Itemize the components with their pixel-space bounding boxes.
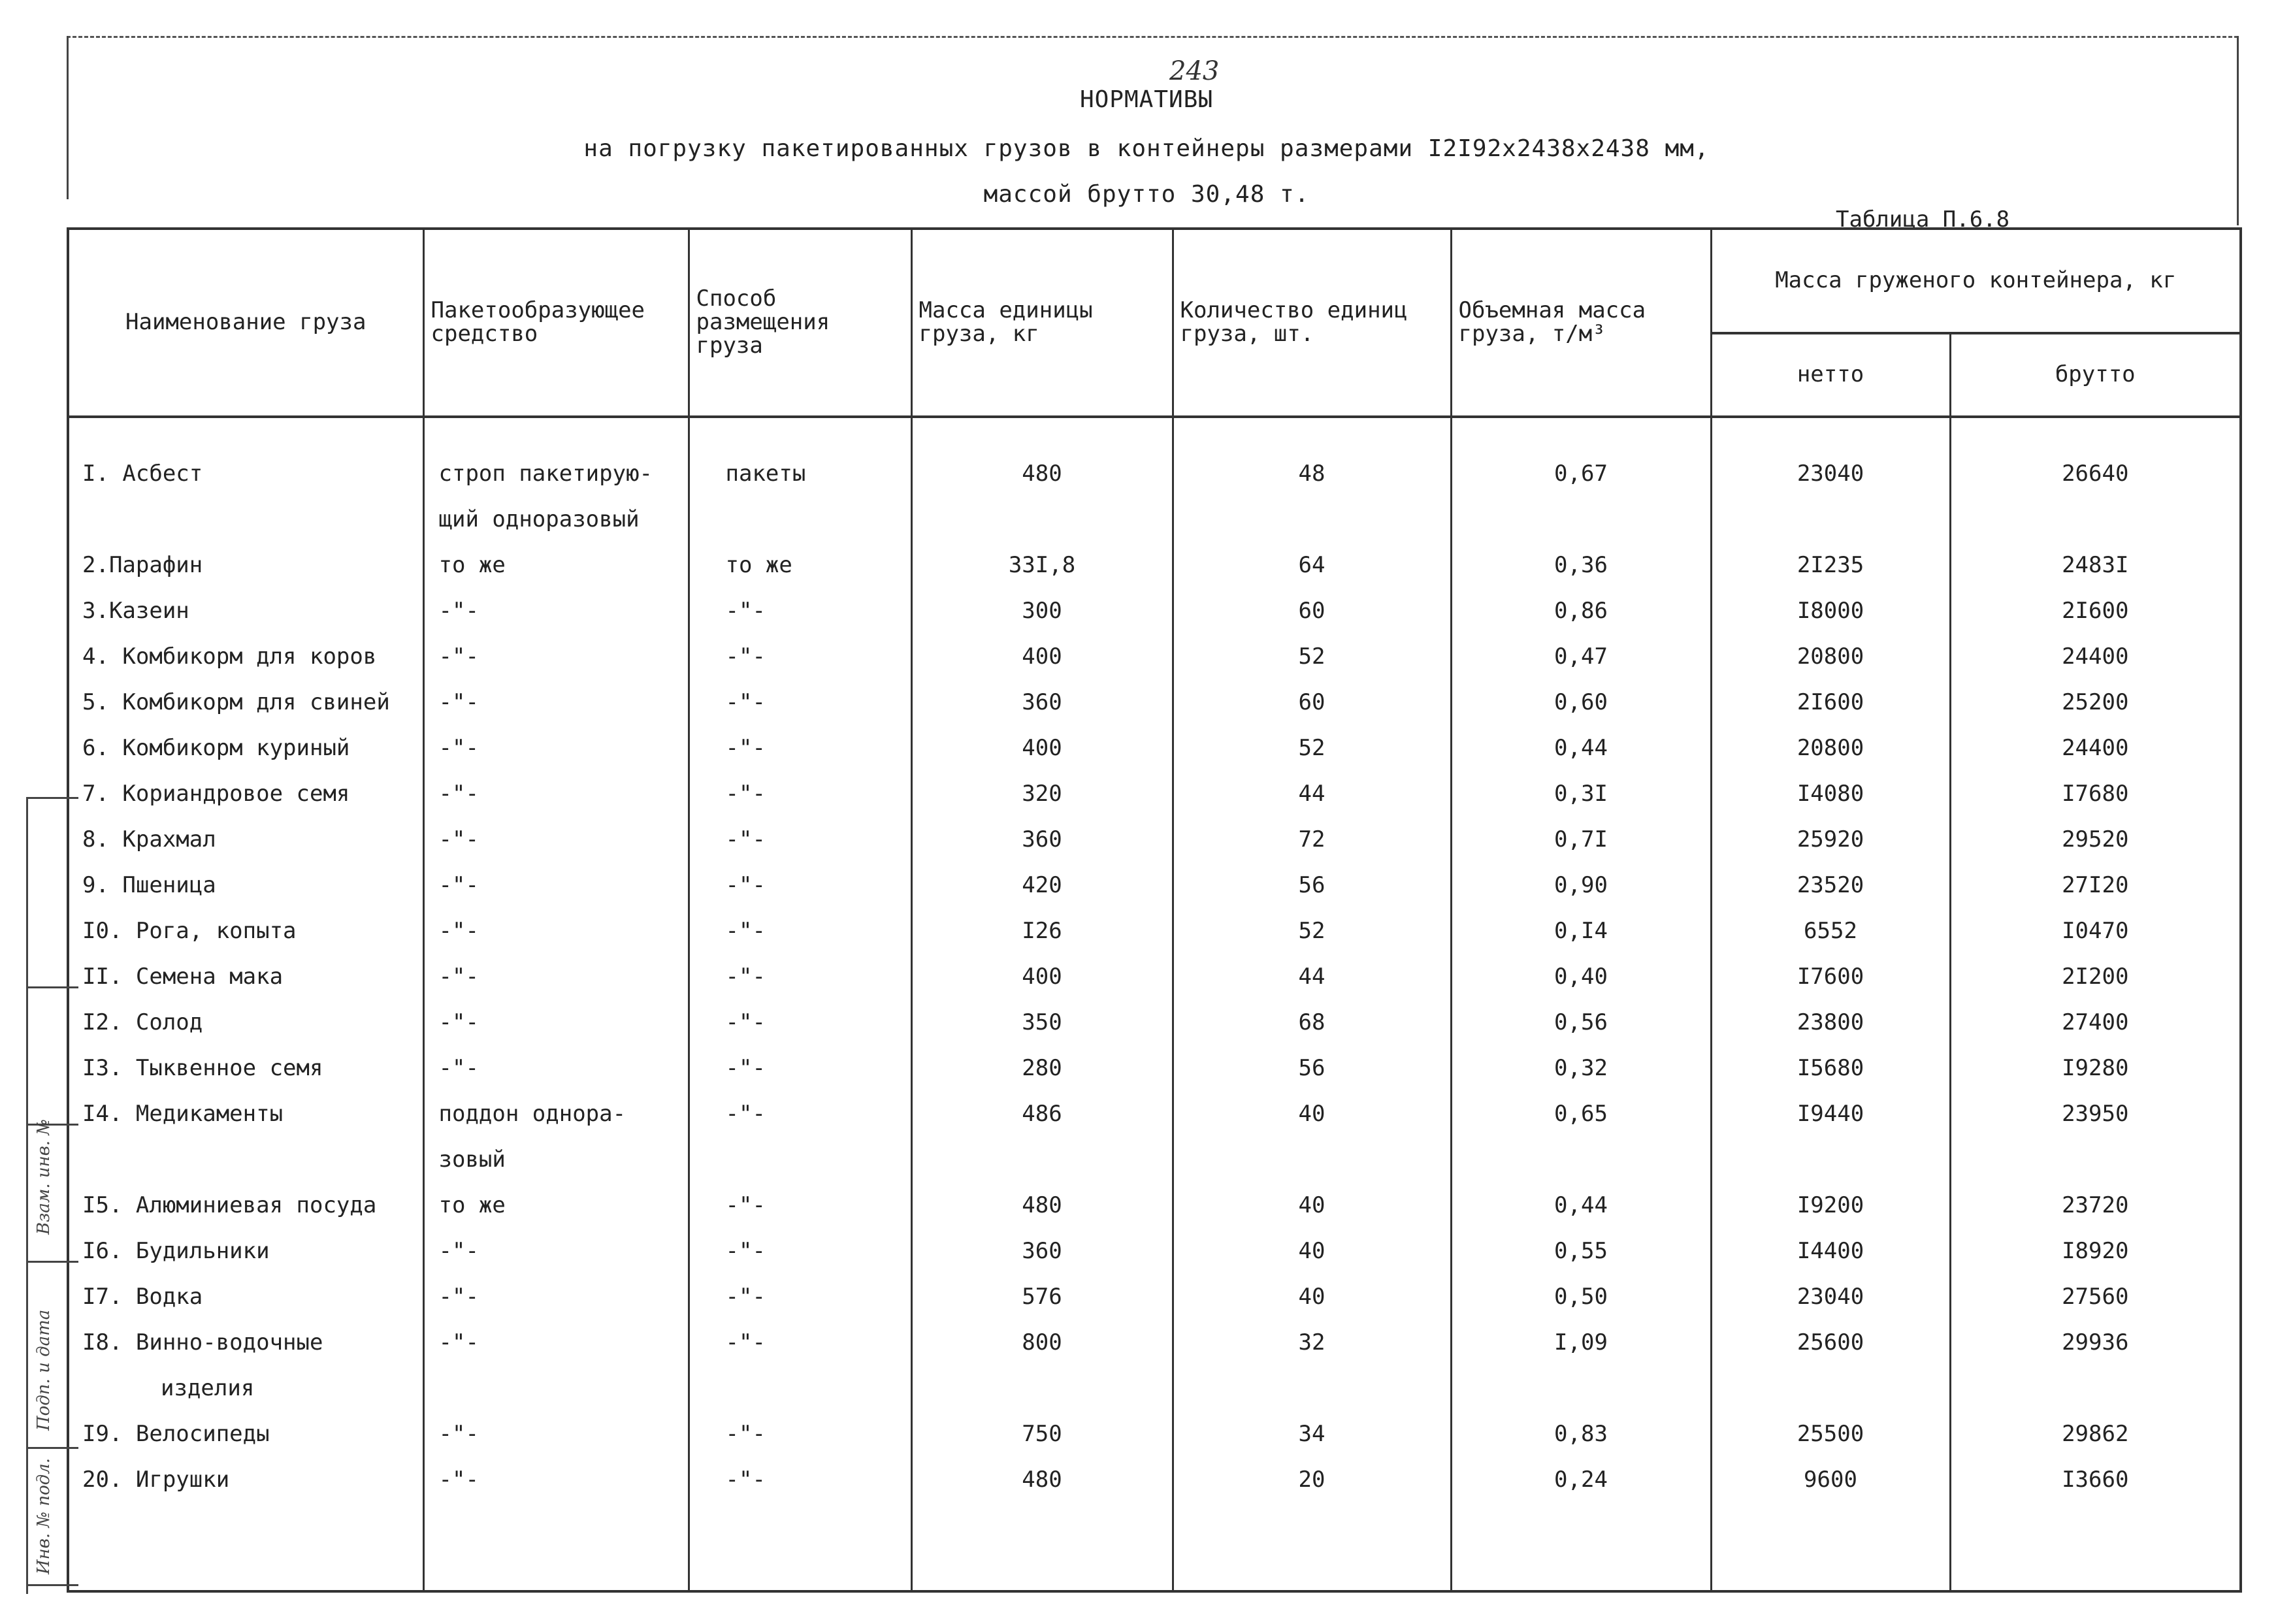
unit-mass: 350 (911, 999, 1173, 1045)
packaging-means: то же (423, 542, 689, 588)
placement-method: -"- (689, 1457, 911, 1502)
bulk-density: 0,90 (1451, 862, 1711, 908)
mass-brutto: 23950 (1950, 1091, 2241, 1137)
mass-netto: 25600 (1711, 1320, 1950, 1365)
stamp-divider (26, 986, 78, 988)
stamp-divider (26, 1584, 78, 1586)
unit-mass: 486 (911, 1091, 1173, 1137)
mass-brutto: 27560 (1950, 1274, 2241, 1320)
unit-count: 52 (1173, 725, 1451, 771)
header-brutto: брутто (1950, 333, 2241, 417)
cargo-name: I8. Винно-водочные (68, 1320, 423, 1365)
mass-netto: 2I600 (1711, 679, 1950, 725)
table-row (68, 542, 2241, 588)
stamp-text: Подп. и дата (34, 1309, 54, 1431)
unit-count: 72 (1173, 817, 1451, 862)
mass-brutto: 2I200 (1950, 954, 2241, 999)
mass-brutto: 27400 (1950, 999, 2241, 1045)
mass-brutto: 24400 (1950, 725, 2241, 771)
placement-method: -"- (689, 679, 911, 725)
unit-count: 32 (1173, 1320, 1451, 1365)
bulk-density: 0,50 (1451, 1274, 1711, 1320)
mass-brutto: 29520 (1950, 817, 2241, 862)
packaging-means-continued: щий одноразовый (423, 496, 689, 542)
cargo-name: I. Асбест (68, 417, 423, 496)
cargo-name-line2: изделия (161, 1375, 255, 1401)
mass-brutto: 2I600 (1950, 588, 2241, 634)
bulk-density: 0,3I (1451, 771, 1711, 817)
packaging-means: -"- (423, 725, 689, 771)
stamp-text: Взам. инв. № (34, 1118, 54, 1235)
bulk-density: 0,55 (1451, 1228, 1711, 1274)
mass-brutto: I3660 (1950, 1457, 2241, 1502)
unit-mass: 400 (911, 954, 1173, 999)
mass-brutto: 23720 (1950, 1182, 2241, 1228)
empty-cell (1173, 496, 1451, 542)
table-body (68, 417, 2241, 1591)
mass-netto: 23800 (1711, 999, 1950, 1045)
empty-cell (1711, 496, 1950, 542)
mass-netto: 25500 (1711, 1411, 1950, 1457)
packaging-means: -"- (423, 908, 689, 954)
cargo-name-continued (68, 1365, 423, 1411)
stamp-strip-border (26, 797, 28, 1594)
bulk-density: 0,56 (1451, 999, 1711, 1045)
mass-netto: I9200 (1711, 1182, 1950, 1228)
unit-mass: 480 (911, 417, 1173, 496)
packaging-means: поддон однора- (423, 1091, 689, 1137)
bulk-density: I,09 (1451, 1320, 1711, 1365)
cargo-name: I4. Медикаменты (68, 1091, 423, 1137)
placement-method: -"- (689, 725, 911, 771)
bulk-density: 0,47 (1451, 634, 1711, 679)
table-row (68, 1045, 2241, 1091)
empty-cell (689, 1365, 911, 1411)
bulk-density: 0,86 (1451, 588, 1711, 634)
mass-netto: I4400 (1711, 1228, 1950, 1274)
empty-cell (68, 1502, 423, 1591)
cargo-name: I3. Тыквенное семя (68, 1045, 423, 1091)
unit-mass: 360 (911, 679, 1173, 725)
frame-left-line (67, 36, 69, 199)
unit-mass: 33I,8 (911, 542, 1173, 588)
mass-brutto: 29936 (1950, 1320, 2241, 1365)
placement-method: то же (689, 542, 911, 588)
placement-method: -"- (689, 1274, 911, 1320)
header-density: Объемная масса груза, т/м³ (1451, 229, 1711, 417)
unit-count: 52 (1173, 908, 1451, 954)
unit-mass: I26 (911, 908, 1173, 954)
packaging-means: -"- (423, 634, 689, 679)
mass-brutto: I8920 (1950, 1228, 2241, 1274)
document-title: НОРМАТИВЫ (1079, 86, 1214, 113)
placement-method: -"- (689, 817, 911, 862)
cargo-name: 7. Кориандровое семя (68, 771, 423, 817)
document-subtitle: на погрузку пакетированных грузов в контейнеры размерами I2I92x2438x2438 мм, (583, 135, 1710, 162)
cargo-name: I5. Алюминиевая посуда (68, 1182, 423, 1228)
table-row (68, 1320, 2241, 1365)
empty-cell (689, 1137, 911, 1182)
document-subtitle-mass: массой брутто 30,48 т. (983, 181, 1310, 208)
table-row (68, 1228, 2241, 1274)
unit-mass: 360 (911, 817, 1173, 862)
table-row (68, 1411, 2241, 1457)
bulk-density: 0,32 (1451, 1045, 1711, 1091)
cargo-name: I9. Велосипеды (68, 1411, 423, 1457)
mass-brutto: I0470 (1950, 908, 2241, 954)
empty-cell (423, 1502, 689, 1591)
empty-cell (911, 1137, 1173, 1182)
mass-netto: 20800 (1711, 634, 1950, 679)
cargo-name: I7. Водка (68, 1274, 423, 1320)
table-row (68, 954, 2241, 999)
empty-cell (1950, 1137, 2241, 1182)
unit-count: 56 (1173, 1045, 1451, 1091)
mass-netto: 2I235 (1711, 542, 1950, 588)
unit-count: 64 (1173, 542, 1451, 588)
mass-brutto: I9280 (1950, 1045, 2241, 1091)
empty-cell (1173, 1502, 1451, 1591)
mass-netto: 6552 (1711, 908, 1950, 954)
table-row (68, 1091, 2241, 1137)
unit-mass: 480 (911, 1457, 1173, 1502)
unit-count: 60 (1173, 679, 1451, 725)
header-method: Способ размещения груза (689, 229, 911, 417)
packaging-means: -"- (423, 679, 689, 725)
mass-netto: I9440 (1711, 1091, 1950, 1137)
placement-method: -"- (689, 908, 911, 954)
placement-method: -"- (689, 771, 911, 817)
mass-netto: I7600 (1711, 954, 1950, 999)
unit-mass: 280 (911, 1045, 1173, 1091)
packaging-means: -"- (423, 771, 689, 817)
stamp-divider (26, 797, 78, 799)
unit-mass: 800 (911, 1320, 1173, 1365)
placement-method: -"- (689, 862, 911, 908)
empty-cell (1451, 1502, 1711, 1591)
mass-netto: 23040 (1711, 1274, 1950, 1320)
unit-mass: 400 (911, 725, 1173, 771)
unit-count: 48 (1173, 417, 1451, 496)
unit-count: 60 (1173, 588, 1451, 634)
unit-mass: 750 (911, 1411, 1173, 1457)
mass-netto: I4080 (1711, 771, 1950, 817)
unit-mass: 576 (911, 1274, 1173, 1320)
packaging-means: -"- (423, 1228, 689, 1274)
empty-cell (689, 496, 911, 542)
bulk-density: 0,83 (1451, 1411, 1711, 1457)
unit-mass: 300 (911, 588, 1173, 634)
packaging-means-continued (423, 1365, 689, 1411)
mass-brutto: 2483I (1950, 542, 2241, 588)
empty-cell (1173, 1365, 1451, 1411)
packaging-means-continued: зовый (423, 1137, 689, 1182)
mass-netto: 23040 (1711, 417, 1950, 496)
unit-count: 52 (1173, 634, 1451, 679)
header-pack: Пакетообразующее средство (423, 229, 689, 417)
unit-count: 40 (1173, 1182, 1451, 1228)
stamp-divider (26, 1261, 78, 1263)
bulk-density: 0,44 (1451, 725, 1711, 771)
empty-cell (1711, 1365, 1950, 1411)
placement-method: -"- (689, 1045, 911, 1091)
empty-cell (1950, 496, 2241, 542)
unit-count: 40 (1173, 1274, 1451, 1320)
mass-netto: 20800 (1711, 725, 1950, 771)
bulk-density: 0,I4 (1451, 908, 1711, 954)
cargo-name: 5. Комбикорм для свиней (68, 679, 423, 725)
packaging-means: -"- (423, 817, 689, 862)
empty-cell (911, 496, 1173, 542)
table-row (68, 679, 2241, 725)
norms-table (67, 227, 2242, 1593)
packaging-means: -"- (423, 1457, 689, 1502)
cargo-name: 8. Крахмал (68, 817, 423, 862)
unit-mass: 400 (911, 634, 1173, 679)
packaging-means: -"- (423, 999, 689, 1045)
table-row-continuation (68, 496, 2241, 542)
mass-netto: I5680 (1711, 1045, 1950, 1091)
placement-method: -"- (689, 1411, 911, 1457)
stamp-divider (26, 1447, 78, 1449)
cargo-name-continued (68, 1137, 423, 1182)
mass-brutto: 24400 (1950, 634, 2241, 679)
bulk-density: 0,40 (1451, 954, 1711, 999)
placement-method: -"- (689, 588, 911, 634)
packaging-means: -"- (423, 1411, 689, 1457)
empty-cell (689, 1502, 911, 1591)
unit-count: 34 (1173, 1411, 1451, 1457)
packaging-means: -"- (423, 954, 689, 999)
unit-mass: 420 (911, 862, 1173, 908)
cargo-name: 3.Казеин (68, 588, 423, 634)
table-row (68, 908, 2241, 954)
mass-brutto: 29862 (1950, 1411, 2241, 1457)
unit-count: 68 (1173, 999, 1451, 1045)
mass-netto: 25920 (1711, 817, 1950, 862)
mass-netto: I8000 (1711, 588, 1950, 634)
cargo-name-continued (68, 496, 423, 542)
unit-mass: 480 (911, 1182, 1173, 1228)
empty-cell (1950, 1365, 2241, 1411)
bulk-density: 0,36 (1451, 542, 1711, 588)
table-row (68, 725, 2241, 771)
unit-count: 56 (1173, 862, 1451, 908)
table-row-continuation (68, 1365, 2241, 1411)
placement-method: -"- (689, 1228, 911, 1274)
table-number: Таблица П.6.8 (1836, 206, 2010, 233)
unit-count: 44 (1173, 771, 1451, 817)
placement-method: -"- (689, 1320, 911, 1365)
empty-cell (1173, 1137, 1451, 1182)
frame-top-line (67, 36, 2238, 38)
mass-brutto: 25200 (1950, 679, 2241, 725)
empty-cell (1451, 1137, 1711, 1182)
bulk-density: 0,44 (1451, 1182, 1711, 1228)
table-row (68, 588, 2241, 634)
empty-cell (911, 1365, 1173, 1411)
mass-netto: 9600 (1711, 1457, 1950, 1502)
cargo-name: II. Семена мака (68, 954, 423, 999)
mass-netto: 23520 (1711, 862, 1950, 908)
placement-method: -"- (689, 954, 911, 999)
unit-mass: 320 (911, 771, 1173, 817)
table-row (68, 1274, 2241, 1320)
unit-count: 20 (1173, 1457, 1451, 1502)
table-row (68, 999, 2241, 1045)
header-unit-mass: Масса единицы груза, кг (911, 229, 1173, 417)
cargo-name: I2. Солод (68, 999, 423, 1045)
bulk-density: 0,67 (1451, 417, 1711, 496)
header-netto: нетто (1711, 333, 1950, 417)
mass-brutto: 26640 (1950, 417, 2241, 496)
placement-method: -"- (689, 1091, 911, 1137)
bulk-density: 0,65 (1451, 1091, 1711, 1137)
empty-cell (1950, 1502, 2241, 1591)
packaging-means: -"- (423, 588, 689, 634)
stamp-text: Инв. № подл. (34, 1457, 54, 1574)
page-number: 243 (1169, 56, 1220, 86)
mass-brutto: I7680 (1950, 771, 2241, 817)
placement-method: пакеты (689, 417, 911, 496)
header-container-mass: Масса груженого контейнера, кг (1711, 229, 2241, 333)
cargo-name: I0. Рога, копыта (68, 908, 423, 954)
table-row (68, 771, 2241, 817)
unit-count: 40 (1173, 1228, 1451, 1274)
packaging-means: то же (423, 1182, 689, 1228)
unit-mass: 360 (911, 1228, 1173, 1274)
placement-method: -"- (689, 999, 911, 1045)
table-row (68, 862, 2241, 908)
empty-cell (1451, 496, 1711, 542)
cargo-name: 20. Игрушки (68, 1457, 423, 1502)
empty-cell (911, 1502, 1173, 1591)
cargo-name: 2.Парафин (68, 542, 423, 588)
packaging-means: -"- (423, 1274, 689, 1320)
placement-method: -"- (689, 634, 911, 679)
table-row (68, 1457, 2241, 1502)
header-name: Наименование груза (68, 229, 423, 417)
packaging-means: -"- (423, 1045, 689, 1091)
table-row (68, 634, 2241, 679)
table-row (68, 417, 2241, 496)
cargo-name: 4. Комбикорм для коров (68, 634, 423, 679)
packaging-means: -"- (423, 862, 689, 908)
bulk-density: 0,24 (1451, 1457, 1711, 1502)
cargo-name: I6. Будильники (68, 1228, 423, 1274)
unit-count: 40 (1173, 1091, 1451, 1137)
cargo-name: 6. Комбикорм куриный (68, 725, 423, 771)
placement-method: -"- (689, 1182, 911, 1228)
unit-count: 44 (1173, 954, 1451, 999)
empty-cell (1451, 1365, 1711, 1411)
filler-row (68, 1502, 2241, 1591)
bulk-density: 0,7I (1451, 817, 1711, 862)
table-row (68, 1182, 2241, 1228)
packaging-means: строп пакетирую- (423, 417, 689, 496)
bulk-density: 0,60 (1451, 679, 1711, 725)
table-row (68, 817, 2241, 862)
cargo-name: 9. Пшеница (68, 862, 423, 908)
empty-cell (1711, 1137, 1950, 1182)
table-row-continuation (68, 1137, 2241, 1182)
empty-cell (1711, 1502, 1950, 1591)
packaging-means: -"- (423, 1320, 689, 1365)
mass-brutto: 27I20 (1950, 862, 2241, 908)
header-unit-count: Количество единиц груза, шт. (1173, 229, 1451, 417)
